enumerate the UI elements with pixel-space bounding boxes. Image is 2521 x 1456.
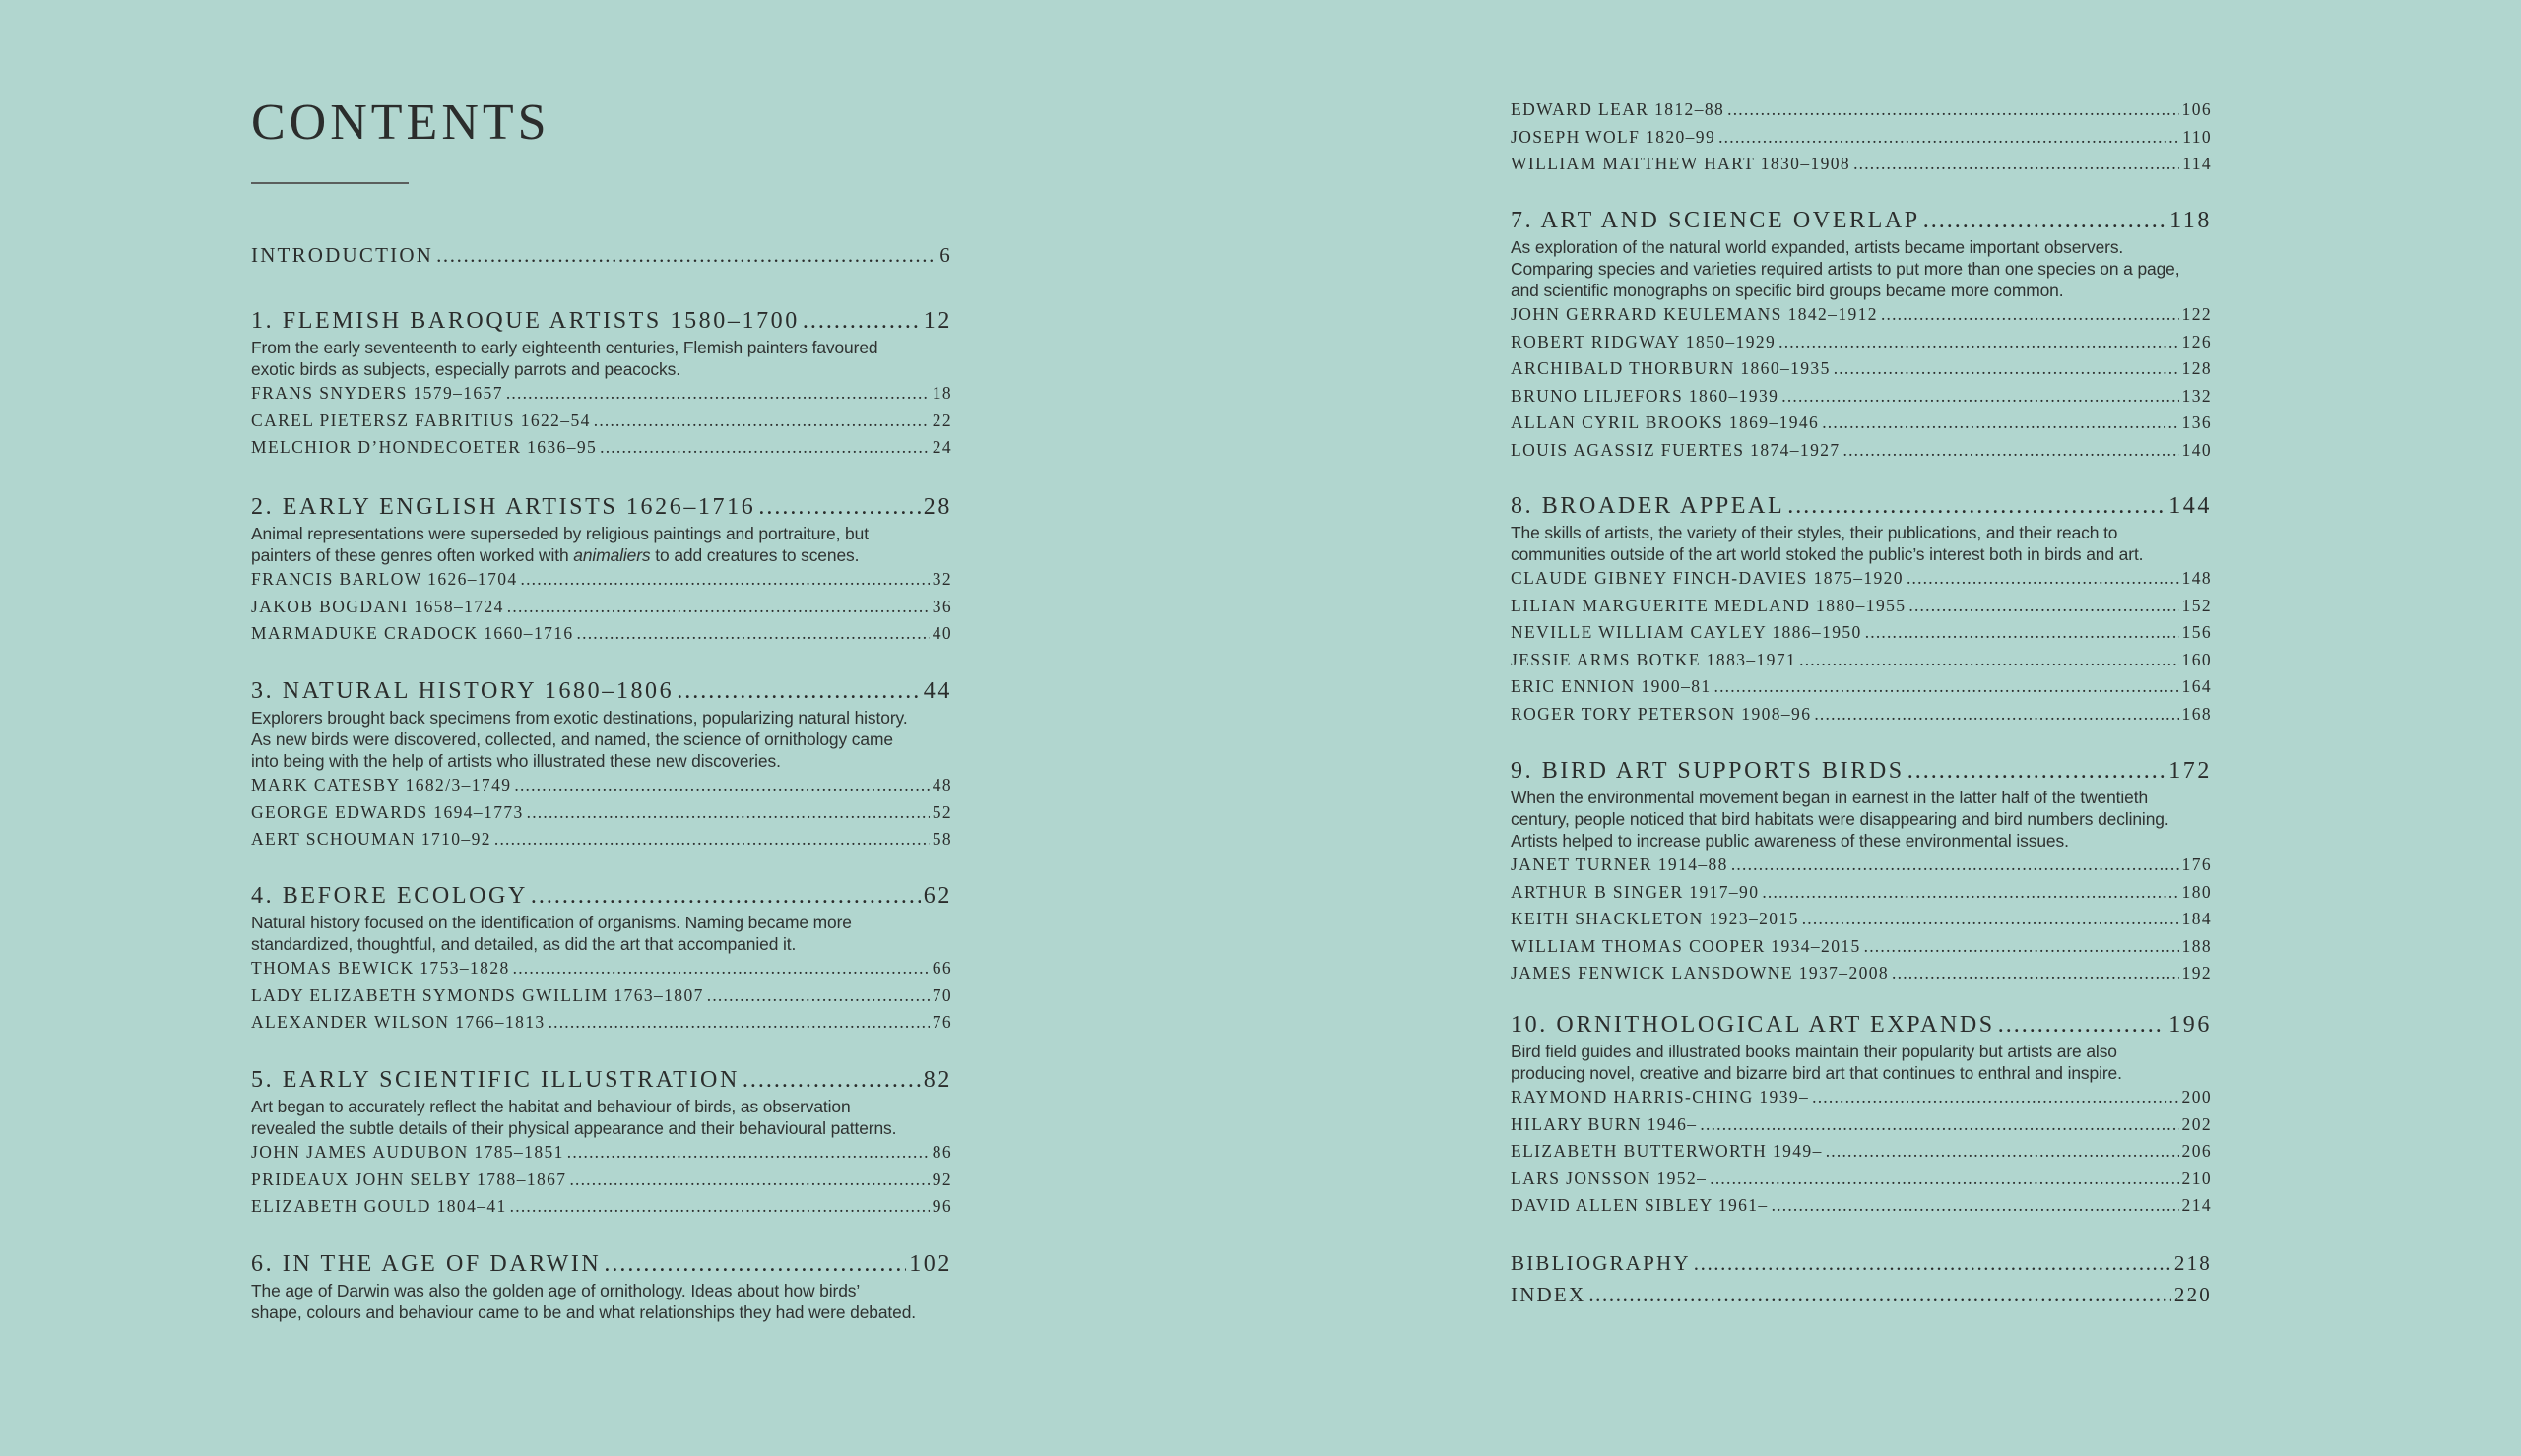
dot-leader [594,408,930,435]
dot-leader [1892,960,2179,987]
entry-title: RAYMOND HARRIS-CHING 1939– [1511,1087,1810,1107]
page-number: 202 [2181,1113,2212,1134]
description-line: When the environmental movement began in earnest in the latter half of the twentieth [1511,788,2149,807]
dot-leader [1907,565,2179,593]
entry-title: HILARY BURN 1946– [1511,1113,1698,1134]
entry-title: MARK CATESBY 1682/3–1749 [251,775,512,794]
page-number: 128 [2181,358,2212,378]
chapter-9 [1511,755,2212,987]
toc-entry[interactable] [1511,329,2212,356]
dot-leader [569,1167,929,1194]
entry-title: BRUNO LILJEFORS 1860–1939 [1511,385,1779,406]
page-number: 76 [932,1012,952,1032]
toc-entry[interactable] [1511,1166,2212,1193]
entry-title: AERT SCHOUMAN 1710–92 [251,829,491,849]
toc-entry[interactable] [251,1167,952,1194]
description-line: Art began to accurately reflect the habitat and behaviour of birds, as observation [251,1097,851,1116]
dot-leader [677,675,921,707]
introduction-entry [251,239,952,271]
description-line: As new birds were discovered, collected, and named, the science of ornithology came [251,729,893,749]
page-number: 188 [2181,935,2212,956]
entry-title: JOHN GERRARD KEULEMANS 1842–1912 [1511,304,1878,324]
toc-entry[interactable] [1511,852,2212,879]
dot-leader [567,1139,930,1167]
page-number: 40 [932,623,952,643]
entry-title: FRANS SNYDERS 1579–1657 [251,383,503,403]
page-number: 28 [923,494,952,520]
entry-title: JAKOB BOGDANI 1658–1724 [251,596,504,616]
chapter-heading[interactable] [1511,1009,2212,1041]
page-number: 70 [932,984,952,1005]
page-number: 214 [2181,1195,2212,1215]
toc-entry[interactable] [1511,933,2212,961]
description-line: Animal representations were superseded by religious paintings and portraiture, but [251,524,869,543]
chapter-description [1511,236,2212,301]
entry-title: ELIZABETH GOULD 1804–41 [251,1196,507,1216]
toc-entry[interactable] [1511,593,2212,620]
chapter-heading[interactable] [1511,755,2212,787]
chapter-description [251,337,952,380]
entry-title: KEITH SHACKLETON 1923–2015 [1511,909,1799,928]
entry-title: DAVID ALLEN SIBLEY 1961– [1511,1195,1769,1215]
toc-entry[interactable] [251,594,952,621]
toc-entry[interactable] [251,1009,952,1037]
page-number: 58 [932,829,952,849]
entry-title: GEORGE EDWARDS 1694–1773 [251,801,524,822]
toc-entry[interactable] [1511,1192,2212,1220]
toc-entry[interactable] [1511,124,2212,152]
dot-leader [1853,151,2179,178]
entry-title: JOSEPH WOLF 1820–99 [1511,126,1716,147]
toc-entry[interactable] [1511,96,2212,124]
entry-title: 1. FLEMISH BAROQUE ARTISTS 1580–1700 [251,308,800,334]
toc-entry[interactable] [251,799,952,827]
entry-title: THOMAS BEWICK 1753–1828 [251,958,510,978]
chapter-description [251,523,952,566]
entry-title: INDEX [1511,1283,1586,1306]
dot-leader [1588,1279,2171,1310]
page-number: 48 [932,775,952,794]
entry-title: 8. BROADER APPEAL [1511,493,1785,519]
page-number: 160 [2181,649,2212,669]
dot-leader [513,955,930,982]
dot-leader [600,434,930,462]
dot-leader [1694,1247,2171,1279]
page-number: 144 [2168,493,2212,519]
description-line: Comparing species and varieties required artists to put more than one species on a page, [1511,259,2180,279]
page-number: 82 [923,1067,952,1093]
dot-leader [549,1009,930,1037]
entry-title: 9. BIRD ART SUPPORTS BIRDS [1511,758,1905,784]
chapter-5 [251,1064,952,1221]
dot-leader [527,799,930,827]
dot-leader [1710,1166,2178,1193]
page-number: 110 [2182,126,2212,147]
page-number: 96 [932,1196,952,1216]
dot-leader [1812,1084,2178,1111]
toc-entry[interactable] [1511,437,2212,465]
chapter-heading[interactable] [251,675,952,707]
entry-title: CAREL PIETERSZ FABRITIUS 1622–54 [251,410,591,430]
page-number: 92 [932,1169,952,1189]
page-number: 102 [909,1251,952,1277]
description-line: The age of Darwin was also the golden age of ornithology. Ideas about how birds’ [251,1281,861,1300]
description-line: to add creatures to scenes. [650,545,860,565]
dot-leader [1727,96,2178,124]
toc-entry[interactable] [1511,1084,2212,1111]
chapter-heading[interactable] [1511,205,2212,236]
dot-leader [1923,205,2166,236]
entry-title: LILIAN MARGUERITE MEDLAND 1880–1955 [1511,595,1907,615]
entry-title: LARS JONSSON 1952– [1511,1168,1708,1188]
page-number: 206 [2181,1141,2212,1161]
dot-leader [1731,852,2179,879]
description-line: and scientific monographs on specific bird groups became more common. [1511,281,2064,300]
dot-leader [531,880,921,912]
page-number: 122 [2181,304,2212,324]
dot-leader [514,772,929,799]
page-number: 192 [2181,963,2212,982]
description-line: exotic birds as subjects, especially parrots and peacocks. [251,359,680,379]
entry-title: 4. BEFORE ECOLOGY [251,883,528,909]
chapter-heading[interactable] [251,880,952,912]
page-number: 106 [2181,99,2212,119]
description-line: shape, colours and behaviour came to be and what relationships they had were debated. [251,1302,917,1322]
toc-entry[interactable] [1511,355,2212,383]
page-number: 32 [932,569,952,589]
dot-leader [506,380,930,408]
toc-entry[interactable] [1511,151,2212,178]
description-line: into being with the help of artists who illustrated these new discoveries. [251,751,781,771]
toc-entry[interactable] [251,380,952,408]
page-number: 24 [932,437,952,457]
toc-entry[interactable] [251,620,952,648]
page-number: 132 [2181,385,2212,406]
chapter-heading[interactable] [251,1248,952,1280]
dot-leader [1802,906,2179,933]
toc-entry[interactable] [1511,960,2212,987]
page-number: 164 [2181,676,2212,696]
dot-leader [577,620,930,648]
page-number: 196 [2168,1012,2212,1038]
chapter-2 [251,491,952,648]
description-line: Artists helped to increase public awareness of these environmental issues. [1511,831,2069,851]
entry-title: ROGER TORY PETERSON 1908–96 [1511,703,1812,724]
page-number: 66 [932,958,952,978]
entry-title: EDWARD LEAR 1812–88 [1511,99,1725,119]
chapter-heading[interactable] [1511,490,2212,522]
toc-entry[interactable] [1511,701,2212,728]
page-number: 176 [2181,855,2212,874]
chapter-6 [251,1248,952,1323]
description-line: painters of these genres often worked with [251,545,574,565]
dot-leader [1762,879,2178,907]
toc-entry[interactable] [1511,906,2212,933]
toc-entry[interactable] [251,434,952,462]
entry-title: MARMADUKE CRADOCK 1660–1716 [251,623,574,643]
description-line: Bird field guides and illustrated books maintain their popularity but artists are also [1511,1042,2117,1061]
entry-title: 6. IN THE AGE OF DARWIN [251,1251,602,1277]
entry-title: JANET TURNER 1914–88 [1511,855,1728,874]
entry-title: 10. ORNITHOLOGICAL ART EXPANDS [1511,1012,1995,1038]
toc-entry[interactable] [1511,647,2212,674]
entry-title: FRANCIS BARLOW 1626–1704 [251,569,518,589]
page-title: CONTENTS [251,95,550,151]
dot-leader [1772,1192,2179,1220]
toc-entry-index[interactable] [1511,1279,2212,1310]
chapter-6-continued [1511,96,2212,178]
page-number: 136 [2181,412,2212,432]
entry-title: MELCHIOR D’HONDECOETER 1636–95 [251,437,598,457]
dot-leader [1826,1138,2179,1166]
chapter-7 [1511,205,2212,464]
entry-title: WILLIAM MATTHEW HART 1830–1908 [1511,154,1851,173]
description-line: revealed the subtle details of their physical appearance and their behavioural patterns. [251,1118,897,1138]
description-line: The skills of artists, the variety of their styles, their publications, and their reach to [1511,523,2118,542]
dot-leader [1907,755,2165,787]
chapter-description [251,912,952,955]
dot-leader [521,566,930,594]
entry-title: ALEXANDER WILSON 1766–1813 [251,1012,546,1032]
dot-leader [758,491,920,523]
page-number: 172 [2168,758,2212,784]
entry-title: PRIDEAUX JOHN SELBY 1788–1867 [251,1169,567,1189]
chapter-description [1511,522,2212,565]
entry-title: LOUIS AGASSIZ FUERTES 1874–1927 [1511,439,1841,460]
dot-leader [1822,410,2178,437]
page-number: 6 [939,243,952,267]
dot-leader [604,1248,906,1280]
entry-title: LADY ELIZABETH SYMONDS GWILLIM 1763–1807 [251,984,704,1005]
entry-title: ROBERT RIDGWAY 1850–1929 [1511,331,1777,351]
page-number: 220 [2173,1283,2212,1306]
toc-entry[interactable] [251,1193,952,1221]
entry-title: ERIC ENNION 1900–81 [1511,676,1712,696]
toc-entry[interactable] [1511,619,2212,647]
entry-title: 2. EARLY ENGLISH ARTISTS 1626–1716 [251,494,756,520]
page-number: 210 [2181,1168,2212,1188]
dot-leader [743,1064,921,1096]
dot-leader [510,1193,930,1221]
chapter-description [1511,1041,2212,1084]
dot-leader [436,239,937,271]
entry-title: 5. EARLY SCIENTIFIC ILLUSTRATION [251,1067,740,1093]
dot-leader [1843,437,2179,465]
page-number: 180 [2181,881,2212,902]
dot-leader [507,594,930,621]
entry-title: JOHN JAMES AUDUBON 1785–1851 [251,1142,564,1162]
description-line: As exploration of the natural world expanded, artists became important observers. [1511,237,2124,257]
entry-title: 7. ART AND SCIENCE OVERLAP [1511,208,1920,233]
page-number: 36 [932,596,952,616]
toc-entry[interactable] [1511,565,2212,593]
toc-entry[interactable] [251,1139,952,1167]
toc-entry[interactable] [251,826,952,854]
entry-title: ELIZABETH BUTTERWORTH 1949– [1511,1141,1823,1161]
toc-entry[interactable] [251,955,952,982]
toc-entry[interactable] [1511,879,2212,907]
toc-entry-bibliography[interactable] [1511,1247,2212,1279]
toc-entry[interactable] [1511,1111,2212,1139]
toc-entry[interactable] [1511,383,2212,411]
entry-title: NEVILLE WILLIAM CAYLEY 1886–1950 [1511,622,1862,642]
title-divider [251,182,409,184]
dot-leader [1834,355,2179,383]
dot-leader [1718,124,2179,152]
chapter-3 [251,675,952,854]
page-number: 126 [2181,331,2212,351]
page-number: 218 [2173,1251,2212,1275]
entry-title: ARCHIBALD THORBURN 1860–1935 [1511,358,1831,378]
page-number: 18 [932,383,952,403]
dot-leader [1714,673,2179,701]
toc-entry[interactable] [251,982,952,1010]
description-line: producing novel, creative and bizarre bird art that continues to enthral and inspire. [1511,1063,2122,1083]
entry-title: ALLAN CYRIL BROOKS 1869–1946 [1511,412,1820,432]
description-line [251,544,952,566]
dot-leader [1778,329,2178,356]
page-number: 152 [2181,595,2212,615]
chapter-1 [251,305,952,462]
dot-leader [1998,1009,2165,1041]
toc-entry-introduction[interactable] [251,239,952,271]
dot-leader [707,982,930,1010]
dot-leader [1814,701,2178,728]
toc-entry[interactable] [251,408,952,435]
page-number: 156 [2181,622,2212,642]
dot-leader [1781,383,2178,411]
entry-title: JESSIE ARMS BOTKE 1883–1971 [1511,649,1797,669]
entry-title: WILLIAM THOMAS COOPER 1934–2015 [1511,935,1861,956]
dot-leader [803,305,921,337]
chapter-8 [1511,490,2212,728]
toc-entry[interactable] [1511,1138,2212,1166]
description-line: Natural history focused on the identification of organisms. Naming became more [251,913,852,932]
page-number: 44 [923,678,952,704]
chapter-description [251,707,952,772]
dot-leader [1700,1111,2178,1139]
page-number: 168 [2181,703,2212,724]
page-number: 62 [923,883,952,909]
dot-leader [494,826,930,854]
page-number: 52 [932,801,952,822]
page-number: 118 [2169,208,2212,233]
page-number: 12 [923,308,952,334]
description-line: animaliers [573,545,651,565]
toc-entry[interactable] [1511,410,2212,437]
page-number: 86 [932,1142,952,1162]
entry-title: CLAUDE GIBNEY FINCH-DAVIES 1875–1920 [1511,568,1904,588]
description-line: communities outside of the art world stoked the public’s interest both in birds and art. [1511,544,2144,564]
chapter-description [251,1096,952,1139]
page-number: 184 [2181,909,2212,928]
chapter-description [1511,787,2212,852]
toc-entry[interactable] [1511,673,2212,701]
chapter-heading[interactable] [251,1064,952,1096]
description-line: Explorers brought back specimens from exotic destinations, popularizing natural history. [251,708,908,728]
chapter-description [251,1280,952,1323]
toc-entry[interactable] [251,566,952,594]
description-line: standardized, thoughtful, and detailed, as did the art that accompanied it. [251,934,797,954]
description-line: From the early seventeenth to early eighteenth centuries, Flemish painters favoured [251,338,878,357]
entry-title: ARTHUR B SINGER 1917–90 [1511,881,1760,902]
entry-title: JAMES FENWICK LANSDOWNE 1937–2008 [1511,963,1890,982]
dot-leader [1881,301,2179,329]
toc-entry[interactable] [251,772,952,799]
entry-title: INTRODUCTION [251,243,434,267]
dot-leader [1787,490,2165,522]
dot-leader [1908,593,2178,620]
toc-entry[interactable] [1511,301,2212,329]
entry-title: 3. NATURAL HISTORY 1680–1806 [251,678,675,704]
page-number: 148 [2181,568,2212,588]
entry-title: BIBLIOGRAPHY [1511,1251,1691,1275]
chapter-heading[interactable] [251,491,952,523]
chapter-heading[interactable] [251,305,952,337]
page-number: 140 [2181,439,2212,460]
dot-leader [1864,933,2179,961]
chapter-4 [251,880,952,1037]
page-number: 22 [932,410,952,430]
end-matter [1511,1247,2212,1310]
dot-leader [1865,619,2179,647]
description-line: century, people noticed that bird habitats were disappearing and bird numbers declining. [1511,809,2169,829]
dot-leader [1799,647,2178,674]
page-number: 114 [2182,154,2212,173]
chapter-10 [1511,1009,2212,1220]
page-number: 200 [2181,1087,2212,1107]
